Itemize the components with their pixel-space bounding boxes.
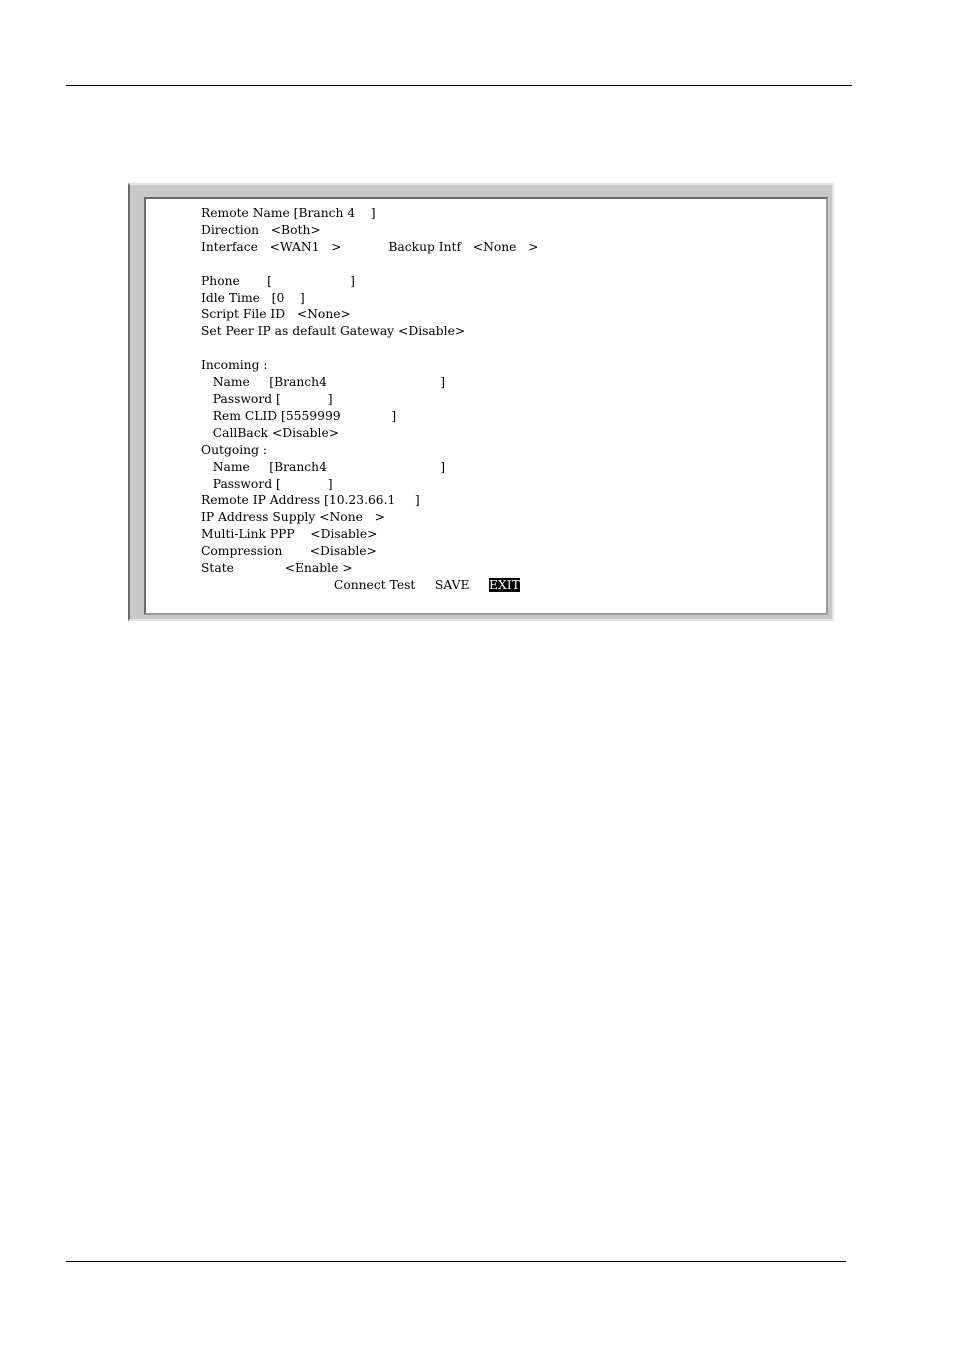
save-button[interactable]: SAVE: [434, 577, 470, 592]
idle-time-field[interactable]: Idle Time [0 ]: [201, 290, 305, 305]
compression-field[interactable]: Compression <Disable>: [201, 544, 377, 559]
direction-field[interactable]: Direction <Both>: [201, 222, 321, 237]
terminal-content: [201, 205, 538, 594]
incoming-password-field[interactable]: Password [ ]: [201, 391, 333, 406]
state-field[interactable]: State <Enable >: [201, 561, 353, 576]
actions-gap: [415, 578, 435, 592]
outgoing-name-field[interactable]: Name [Branch4 ]: [201, 459, 446, 474]
rem-clid-field[interactable]: Rem CLID [5559999 ]: [201, 408, 397, 423]
interface-field[interactable]: Interface <WAN1 > Backup Intf <None >: [201, 239, 539, 254]
outgoing-password-field[interactable]: Password [ ]: [201, 476, 333, 491]
set-peer-ip-gateway-field[interactable]: Set Peer IP as default Gateway <Disable>: [201, 324, 466, 339]
incoming-heading: Incoming :: [201, 358, 268, 373]
connect-test-button[interactable]: Connect Test: [333, 577, 416, 592]
phone-field[interactable]: Phone [ ]: [201, 273, 355, 288]
ip-address-supply-field[interactable]: IP Address Supply <None >: [201, 510, 385, 525]
multi-link-ppp-field[interactable]: Multi-Link PPP <Disable>: [201, 527, 378, 542]
script-file-id-field[interactable]: Script File ID <None>: [201, 307, 351, 322]
incoming-name-field[interactable]: Name [Branch4 ]: [201, 375, 446, 390]
actions-gap: [469, 578, 489, 592]
footer-rule: [66, 1261, 846, 1262]
terminal-screen: [144, 197, 828, 615]
header-rule: [66, 85, 852, 86]
exit-button[interactable]: EXIT: [489, 577, 520, 592]
remote-ip-address-field[interactable]: Remote IP Address [10.23.66.1 ]: [201, 493, 420, 508]
actions-indent: [201, 578, 334, 592]
terminal-window: [128, 183, 834, 621]
outgoing-heading: Outgoing :: [201, 442, 267, 457]
callback-field[interactable]: CallBack <Disable>: [201, 425, 340, 440]
remote-name-field[interactable]: Remote Name [Branch 4 ]: [201, 206, 376, 220]
